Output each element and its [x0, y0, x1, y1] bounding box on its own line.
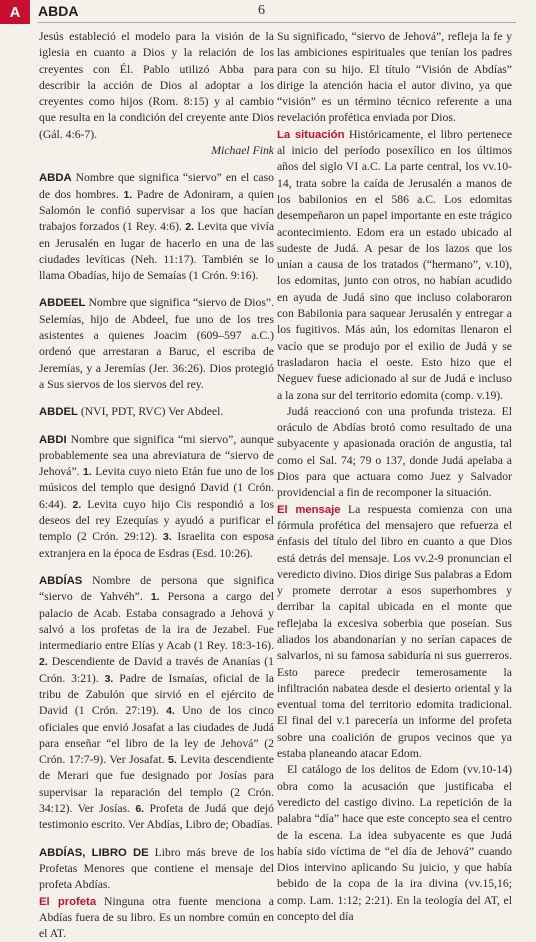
- sense-number: 1.: [83, 466, 92, 479]
- entry-abdeel: [39, 295, 274, 393]
- subsection-mensaje: [277, 502, 512, 763]
- sense-number: 2.: [185, 221, 194, 234]
- abdel-text: (NVI, PDT, RVC) Ver Abdeel.: [80, 405, 224, 419]
- subsection-heading: La situación: [277, 128, 345, 141]
- abdias-lead: Nombre de persona que significa “siervo de Yahvéh”.: [39, 573, 275, 604]
- author-signature: Michael Fink: [211, 144, 274, 158]
- abdias-libro-text: Libro más breve de los Profetas Menores que contiene el mensaje del profeta Abdías.: [39, 845, 275, 892]
- header-rule: [38, 22, 516, 23]
- sense-number: 5.: [168, 754, 177, 767]
- running-head-word: ABDA: [38, 3, 79, 19]
- page-number: 6: [258, 3, 265, 18]
- sense-text: Persona a cargo del palacio de Acab. Estaba consagrado a Jehová y salvó a los profetas de la ira de Jezabel. Fue intermediario entre Elías y Acab (1 Rey. 18:3-16).: [39, 590, 275, 653]
- sense-text: Levita descendiente de Merari que fue designado por Josías para supervisar la reparación del templo (2 Crón. 34:12). Ver Josías.: [39, 753, 274, 816]
- paragraph-significado: Su significado, “siervo de Jehová”, refleja la fe y las ambiciones espirituales que tenían los padres para con su hijo. El título “Visión de Abdías” dirige la atención hacia el autor divino, ya que “visión” es un término técnico referente a una revelación profética enviada por Dios.: [277, 30, 512, 125]
- entry-abda: [39, 170, 274, 284]
- sense-number: 4.: [166, 705, 175, 718]
- sense-text: Levita cuyo hijo Cis respondió a los deseos del rey Ezequías y ayudó a purificar el templo (2 Crón. 29:12).: [39, 497, 274, 544]
- intro-text: Jesús estableció el modelo para la visión de la iglesia en cuanto a Dios y la relación de los creyentes con Él. Pablo utilizó Abba para describir la acción de Dios al adoptar a los creyentes como hijos (Rom. 8:15) y al cambio que resulta en la condición del creyente ante Dios (Gál. 4:6-7).: [39, 30, 274, 141]
- subsection-situacion: [277, 127, 512, 404]
- headword-abdias: ABDÍAS: [39, 574, 83, 587]
- subsection-text: Históricamente, el libro pertenece al inicio del período posexílico en los últimos años del siglo VI a.C. La parte central, los vv.10-14, trata sobre la caída de Jerusalén a manos de los babilonios en el 586 a.C. Los edomitas desempeñaron un papel importante en este trágico acontecimiento. Edom era un estado ubicado al sudeste de Judá. A pesar de los lazos que los unían a causa de los tratados (“hermano”, v.10), los edomitas, junto con otros, no habían acudido en ayuda de Judá sino que incluso colaboraron con Babilonia para saquear Jerusalén y entregar a los fugitivos. Más aún, los edomitas llenaron el vacío que se produjo por el exilio de Judá y se trasladaron hacia el oeste. Esto hizo que el Neguev fuese adicionado al sur de Judá e incluso a la zona sur del territorio edomita (comp. v.19).: [277, 127, 513, 402]
- sense-text: Israelita con esposa extranjera en la época de Esdras (Esd. 10:26).: [39, 530, 275, 560]
- sense-number: 2.: [39, 656, 48, 669]
- subsection-text: La respuesta comienza con una fórmula profética del mensajero que refuerza el énfasis del título del libro en cuanto a que Dios está detrás del mensaje. Los vv.2-9 pronuncian el veredicto divino. Dios dirige Sus palabras a Edom y promete derrotar a esos superhombres y derribar la capital ubicada en el monte que reflejaba la excesiva soberbia que poseían. Sus aliados los abandonarían y no serían capaces de salvarlos, ni su famosa sabiduría ni sus guerreros. Esto parece predecir temerosamente la infiltración nabatea desde el desierto oriental y la eventual toma del territorio edomita tradicional. El final del v.1 parecería un informe del profeta sobre una coalición de grupos vecinos que ya estaba planeando atacar Edom.: [277, 502, 513, 761]
- sense-number: 2.: [72, 498, 82, 511]
- sense-number: 3.: [104, 672, 114, 685]
- headword-abda: ABDA: [39, 172, 72, 185]
- entry-abdel: [39, 404, 274, 420]
- right-column: [277, 29, 513, 924]
- paragraph-reaccion: Judá reaccionó con una profunda tristeza. El oráculo de Abdías brotó como resultado de una subyacente y apasionada oración de angustia, tal como el Sal. 74; 79 o 137, donde Judá apelaba a Dios para que actuara como Juez y Salvador providencial a fin de recomponer la situación.: [277, 404, 512, 500]
- left-column: [39, 29, 275, 941]
- sense-text: Levita que vivía en Jerusalén en lugar de hacerlo en una de las ciudades levíticas (Neh. 11:17). También se lo llama Obadías, hijo de Semaías (1 Crón. 9:16).: [39, 220, 275, 283]
- headword-abdi: ABDI: [39, 433, 67, 446]
- paragraph-catalogo: El catálogo de los delitos de Edom (vv.10-14) obra como la acusación que justificaba el veredicto del castigo divino. La repetición de la palabra “día” hace que este concepto sea el centro de la escena. La idea subyacente es que Judá había sido víctima de “el día de Jehová” cuando Dios intervino aplicando Su juicio, y que había bebido de la copa de la ira divina (vv.15,16; comp. Lam. 1:12; 2:21). En la teología del AT, el concepto del día: [277, 763, 512, 924]
- page-header: [0, 0, 536, 24]
- sense-number: 1.: [123, 188, 133, 201]
- entry-abdias-libro: [39, 845, 274, 894]
- sense-text: Levita cuyo nieto Etán fue uno de los músicos del templo que designó David (1 Crón. 6:44).: [39, 465, 275, 511]
- headword-abdias-libro: ABDÍAS, LIBRO DE: [39, 846, 149, 859]
- subsection-el-profeta: [39, 894, 274, 942]
- headword-abdeel: ABDEEL: [39, 297, 86, 310]
- sense-text: Profeta de Judá que dejó testimonio escrito. Ver Abdías, Libro de; Obadías.: [39, 802, 275, 832]
- sense-text: Padre de Ismaías, oficial de la tribu de Zabulón que sirvió en el ejército de David (1 Crón. 27:19).: [39, 671, 274, 718]
- sense-text: Padre de Adoniram, a quien Salomón le confió supervisar a los que hacían trabajos forzados (1 Rey. 4:6).: [39, 187, 275, 234]
- entry-abdias: [39, 573, 274, 834]
- abda-lead: Nombre que significa “siervo” en el caso de dos hombres.: [39, 171, 274, 201]
- subsection-text: Ninguna otra fuente menciona a Abdías fuera de su libro. Es un nombre común en el AT.: [39, 894, 274, 941]
- sense-number: 6.: [135, 803, 145, 816]
- section-letter-tab: A: [0, 0, 30, 24]
- abdeel-text: Nombre que significa “siervo de Dios”. Selemías, hijo de Abdeel, fue uno de los tres asistentes a quienes Joacim (609–597 a.C.) ordenó que arrestaran a Baruc, el escriba de Jeremías, y a Jeremías (Jer. 36:26). Dios protegió a Sus siervos de los siervos del rey.: [39, 296, 275, 391]
- sense-text: Uno de los cinco oficiales que envió Josafat a las ciudades de Judá para enseñar “el libro de la ley de Jehová” (2 Crón. 17:7-9). Ver Josafat.: [39, 704, 275, 767]
- headword-abdel: ABDEL: [39, 406, 78, 419]
- sense-number: 3.: [163, 531, 172, 544]
- subsection-heading: El profeta: [39, 895, 97, 908]
- entry-abdi: [39, 432, 274, 562]
- sense-text: Descendiente de David a través de Ananías (1 Crón. 3:21).: [39, 655, 275, 685]
- entry-intro-continuation: [39, 29, 274, 159]
- subsection-heading: El mensaje: [277, 503, 341, 516]
- sense-number: 1.: [150, 591, 160, 604]
- abdi-lead: Nombre que significa “mi siervo”, aunque probablemente sea una abreviatura de “siervo de Jehová”.: [39, 432, 274, 479]
